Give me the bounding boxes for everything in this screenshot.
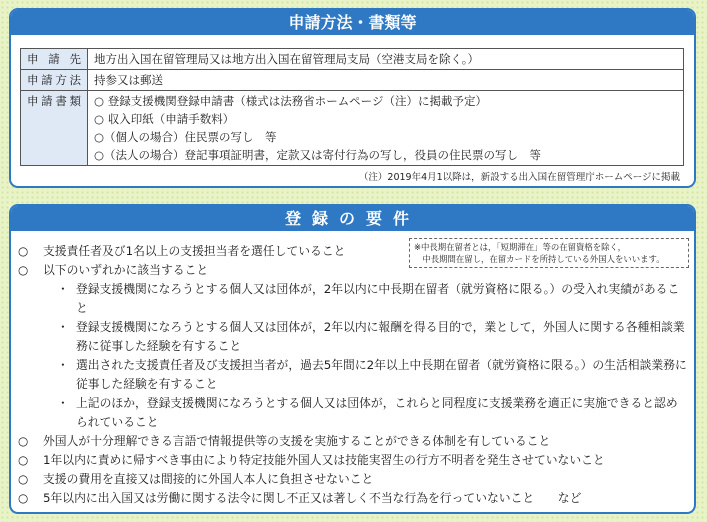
- dot-bullet: ・: [57, 320, 69, 334]
- sub-list-item: [47, 280, 688, 318]
- sub-list-item: [47, 318, 688, 356]
- list-item: [18, 451, 688, 470]
- row-label: 申請書類: [21, 91, 88, 166]
- note-line: ※中長期在留者とは，「短期滞在」等の在留資格を除く，: [414, 242, 627, 252]
- dot-bullet: ・: [57, 282, 69, 296]
- circle-bullet: ○: [18, 491, 29, 505]
- requirement-text: 以下のいずれかに該当すること: [43, 263, 209, 277]
- document-item: ○ 収入印紙（申請手数料）: [94, 112, 235, 126]
- row-value: 持参又は郵送: [88, 70, 684, 91]
- requirements-title: 登録の要件: [11, 206, 694, 231]
- table-row: [21, 91, 684, 166]
- application-table: [20, 48, 684, 166]
- circle-bullet: ○: [18, 472, 29, 486]
- sub-requirements-list: [43, 280, 688, 432]
- row-label: 申請先: [21, 49, 88, 70]
- application-title: 申請方法・書類等: [11, 10, 694, 35]
- website-note: （注）2019年4月1以降は，新設する出入国在留管理庁ホームページに掲載: [358, 172, 680, 183]
- circle-bullet: ○: [18, 244, 29, 258]
- table-row: [21, 49, 684, 70]
- list-item: [18, 489, 688, 508]
- requirements-list: [18, 242, 688, 508]
- document-item: ○ 登録支援機関登録申請書（様式は法務省ホームページ（注）に掲載予定）: [94, 94, 487, 108]
- dot-bullet: ・: [57, 358, 69, 372]
- table-row: [21, 70, 684, 91]
- application-panel: [9, 8, 696, 188]
- requirement-text: 外国人が十分理解できる言語で情報提供等の支援を実施することができる体制を有していること: [43, 434, 551, 448]
- requirement-text: 支援責任者及び1名以上の支援担当者を選任していること: [43, 244, 346, 258]
- dot-bullet: ・: [57, 396, 69, 410]
- sub-list-item: [47, 356, 688, 394]
- sub-requirement-text: 登録支援機関になろうとする個人又は団体が，2年以内に中長期在留者（就労資格に限る。）の受入れ実績があること: [76, 282, 680, 315]
- sub-requirement-text: 選出された支援責任者及び支援担当者が，過去5年間に2年以上中長期在留者（就労資格に限る。）の生活相談業務に従事した経験を有すること: [76, 358, 687, 391]
- requirement-text: 支援の費用を直接又は間接的に外国人本人に負担させないこと: [43, 472, 374, 486]
- requirement-text: 5年以内に出入国又は労働に関する法令に関し不正又は著しく不当な行為を行っていないこと など: [43, 491, 582, 505]
- requirement-text: 1年以内に責めに帰すべき事由により特定技能外国人又は技能実習生の行方不明者を発生させていないこと: [43, 453, 605, 467]
- sub-requirement-text: 登録支援機関になろうとする個人又は団体が，2年以内に報酬を得る目的で，業として，外国人に関する各種相談業務に従事した経験を有すること: [76, 320, 685, 353]
- list-item: [18, 470, 688, 489]
- circle-bullet: ○: [18, 453, 29, 467]
- sub-requirement-text: 上記のほか，登録支援機関になろうとする個人又は団体が，これらと同程度に支援業務を適正に実施できると認められていること: [76, 396, 678, 429]
- document-item: ○（個人の場合）住民票の写し 等: [94, 130, 277, 144]
- list-item: [18, 242, 688, 261]
- row-value: 地方出入国在留管理局又は地方出入国在留管理局支局（空港支局を除く。）: [88, 49, 684, 70]
- requirements-panel: [9, 204, 696, 514]
- documents-list: [88, 91, 684, 166]
- document-item: ○（法人の場合）登記事項証明書，定款又は寄付行為の写し，役員の住民票の写し 等: [94, 148, 542, 162]
- list-item: [18, 432, 688, 451]
- sub-list-item: [47, 394, 688, 432]
- circle-bullet: ○: [18, 434, 29, 448]
- note-line: 中長期間在留し，在留カードを所持している外国人をいいます。: [414, 254, 665, 264]
- row-label: 申請方法: [21, 70, 88, 91]
- list-item: [18, 261, 688, 432]
- circle-bullet: ○: [18, 263, 29, 277]
